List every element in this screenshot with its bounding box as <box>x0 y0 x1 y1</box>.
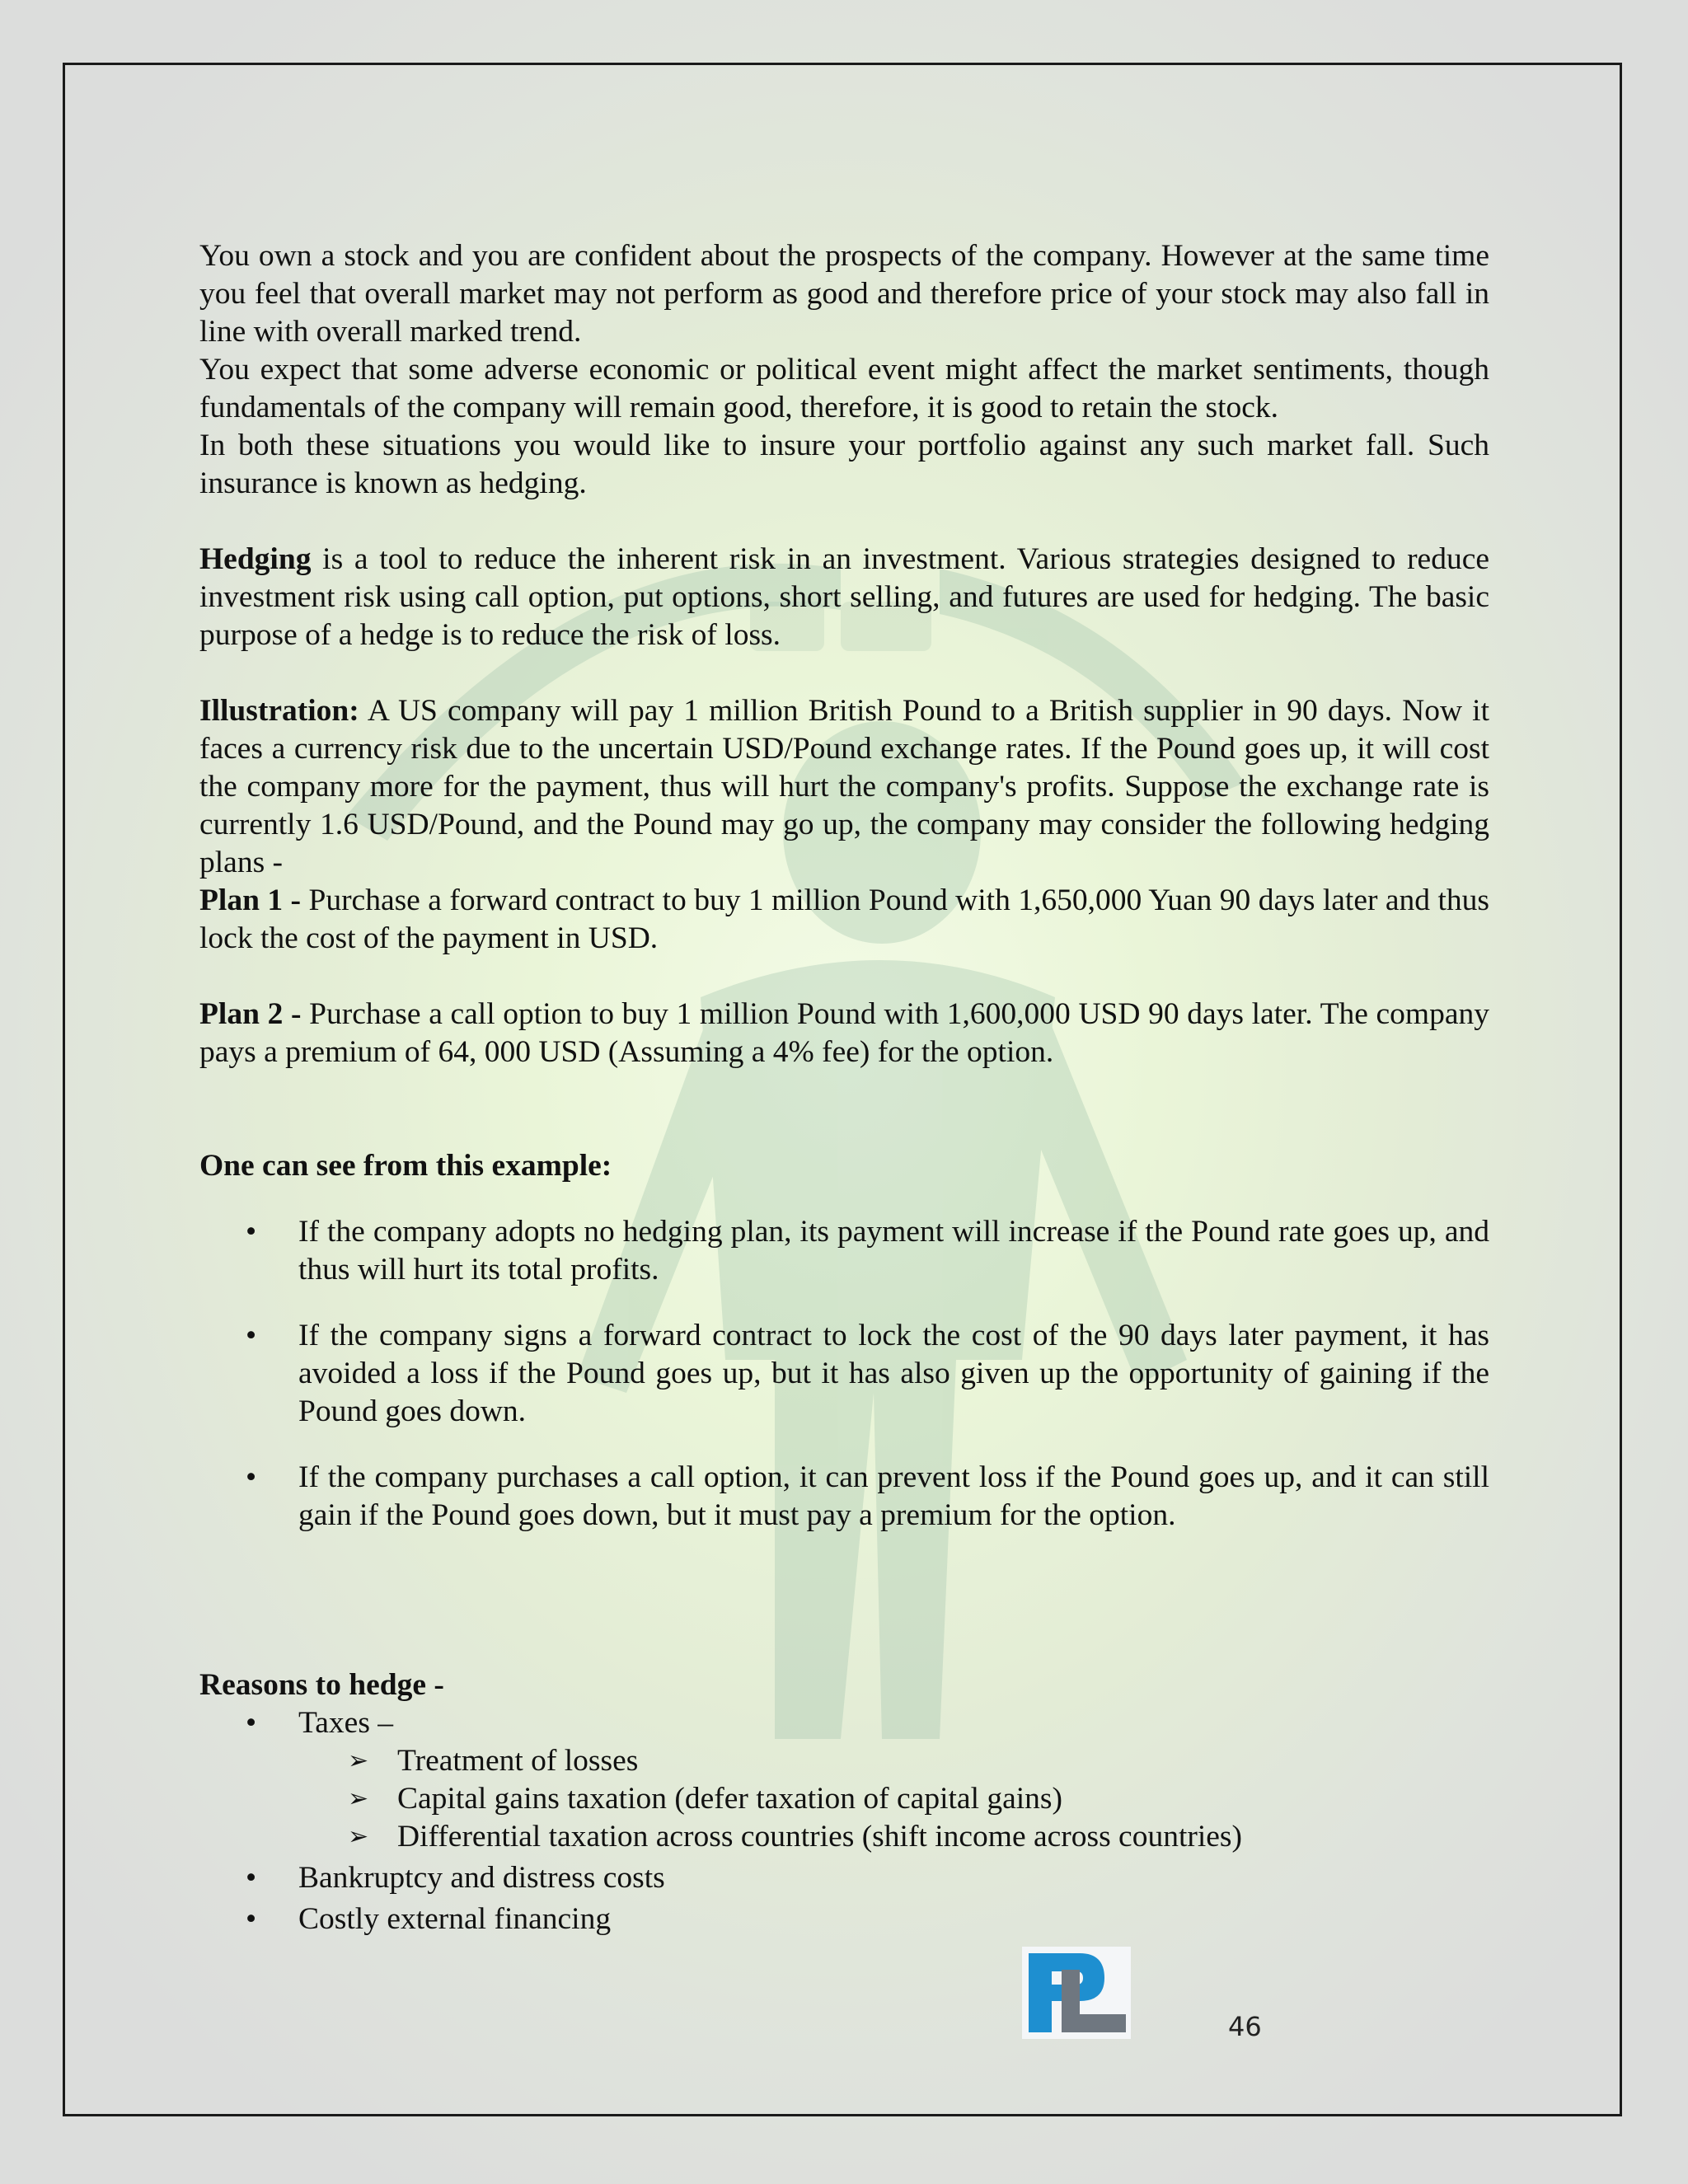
bullet-icon: • <box>246 1215 257 1249</box>
reason-financing: Costly external financing <box>298 1902 612 1936</box>
intro-paragraph-3: In both these situations you would like to insure your portfolio against any such market fall. Such insurance is known as hedging. <box>199 429 1489 500</box>
other-reasons-list <box>199 1859 1489 1938</box>
list-item <box>199 1900 1489 1938</box>
bullet-icon: • <box>246 1319 257 1352</box>
illustration-text: A US company will pay 1 million British Pound to a British supplier in 90 days. Now it faces a currency risk due to the uncertain USD/Pound exchange rates. If the Pound goes up, it will cost the company more for the payment, thus will hurt the company's profits. Suppose the exchange rate is currently 1.6 USD/Pound, and the Pound may go up, the company may consider the following hedging plans - <box>199 694 1489 879</box>
reasons-heading-text: Reasons to hedge - <box>199 1668 444 1702</box>
page-content <box>199 237 1489 1938</box>
arrow-bullet-icon: ➢ <box>348 1823 369 1850</box>
plan-2-label: Plan 2 - <box>199 997 302 1031</box>
list-item <box>199 1818 1489 1856</box>
example-heading <box>199 1147 1489 1185</box>
tax-item-1: Treatment of losses <box>397 1744 639 1778</box>
hedging-term: Hedging <box>199 542 312 576</box>
example-heading-text: One can see from this example: <box>199 1149 612 1183</box>
plan-2-text: Purchase a call option to buy 1 million Pound with 1,600,000 USD 90 days later. The company pays a premium of 64, 000 USD (Assuming a 4% fee) for the option. <box>199 997 1489 1069</box>
arrow-bullet-icon: ➢ <box>348 1785 369 1812</box>
list-item <box>199 1859 1489 1897</box>
example-point-1: If the company adopts no hedging plan, its payment will increase if the Pound rate goes up, and thus will hurt its total profits. <box>298 1215 1489 1286</box>
list-item <box>199 1459 1489 1535</box>
plan-2-paragraph <box>199 996 1489 1071</box>
hedging-text: is a tool to reduce the inherent risk in an investment. Various strategies designed to reduce investment risk using call option, put options, short selling, and futures are used for hedging. The basic purpose of a hedge is to reduce the risk of loss. <box>199 542 1489 652</box>
example-point-2: If the company signs a forward contract to lock the cost of the 90 days later payment, it has avoided a loss if the Pound goes up, but it has also given up the opportunity of gaining if the Pound goes down. <box>298 1319 1489 1428</box>
pl-logo-icon <box>1022 1947 1131 2039</box>
reason-taxes: Taxes – <box>298 1706 394 1740</box>
list-item <box>199 1780 1489 1818</box>
list-item <box>199 1704 1489 1742</box>
illustration-label: Illustration: <box>199 694 359 728</box>
example-point-3: If the company purchases a call option, it can prevent loss if the Pound goes up, and it can still gain if the Pound goes down, but it must pay a premium for the option. <box>298 1460 1489 1532</box>
page-number: 46 <box>1228 2011 1262 2042</box>
bullet-icon: • <box>246 1706 257 1740</box>
list-item <box>199 1213 1489 1289</box>
illustration-paragraph <box>199 692 1489 882</box>
intro-paragraph-2: You expect that some adverse economic or political event might affect the market sentiments, though fundamentals of the company will remain good, therefore, it is good to retain the stock. <box>199 353 1489 424</box>
plan-1-paragraph <box>199 882 1489 958</box>
plan-1-label: Plan 1 - <box>199 883 302 917</box>
list-item <box>199 1317 1489 1431</box>
intro-paragraph-1: You own a stock and you are confident about the prospects of the company. However at the same time you feel that overall market may not perform as good and therefore price of your stock may also fall in line with overall marked trend. <box>199 239 1489 349</box>
reasons-heading <box>199 1666 1489 1704</box>
bullet-icon: • <box>246 1902 257 1936</box>
list-item <box>199 1742 1489 1780</box>
arrow-bullet-icon: ➢ <box>348 1747 369 1774</box>
hedging-paragraph <box>199 541 1489 654</box>
plan-1-text: Purchase a forward contract to buy 1 million Pound with 1,650,000 Yuan 90 days later and thus lock the cost of the payment in USD. <box>199 883 1489 955</box>
bullet-icon: • <box>246 1861 257 1895</box>
bullet-icon: • <box>246 1460 257 1494</box>
tax-items-list <box>199 1742 1489 1856</box>
reasons-list <box>199 1704 1489 1742</box>
tax-item-2: Capital gains taxation (defer taxation of capital gains) <box>397 1782 1063 1816</box>
example-points-list <box>199 1213 1489 1535</box>
reason-bankruptcy: Bankruptcy and distress costs <box>298 1861 665 1895</box>
tax-item-3: Differential taxation across countries (shift income across countries) <box>397 1820 1243 1854</box>
